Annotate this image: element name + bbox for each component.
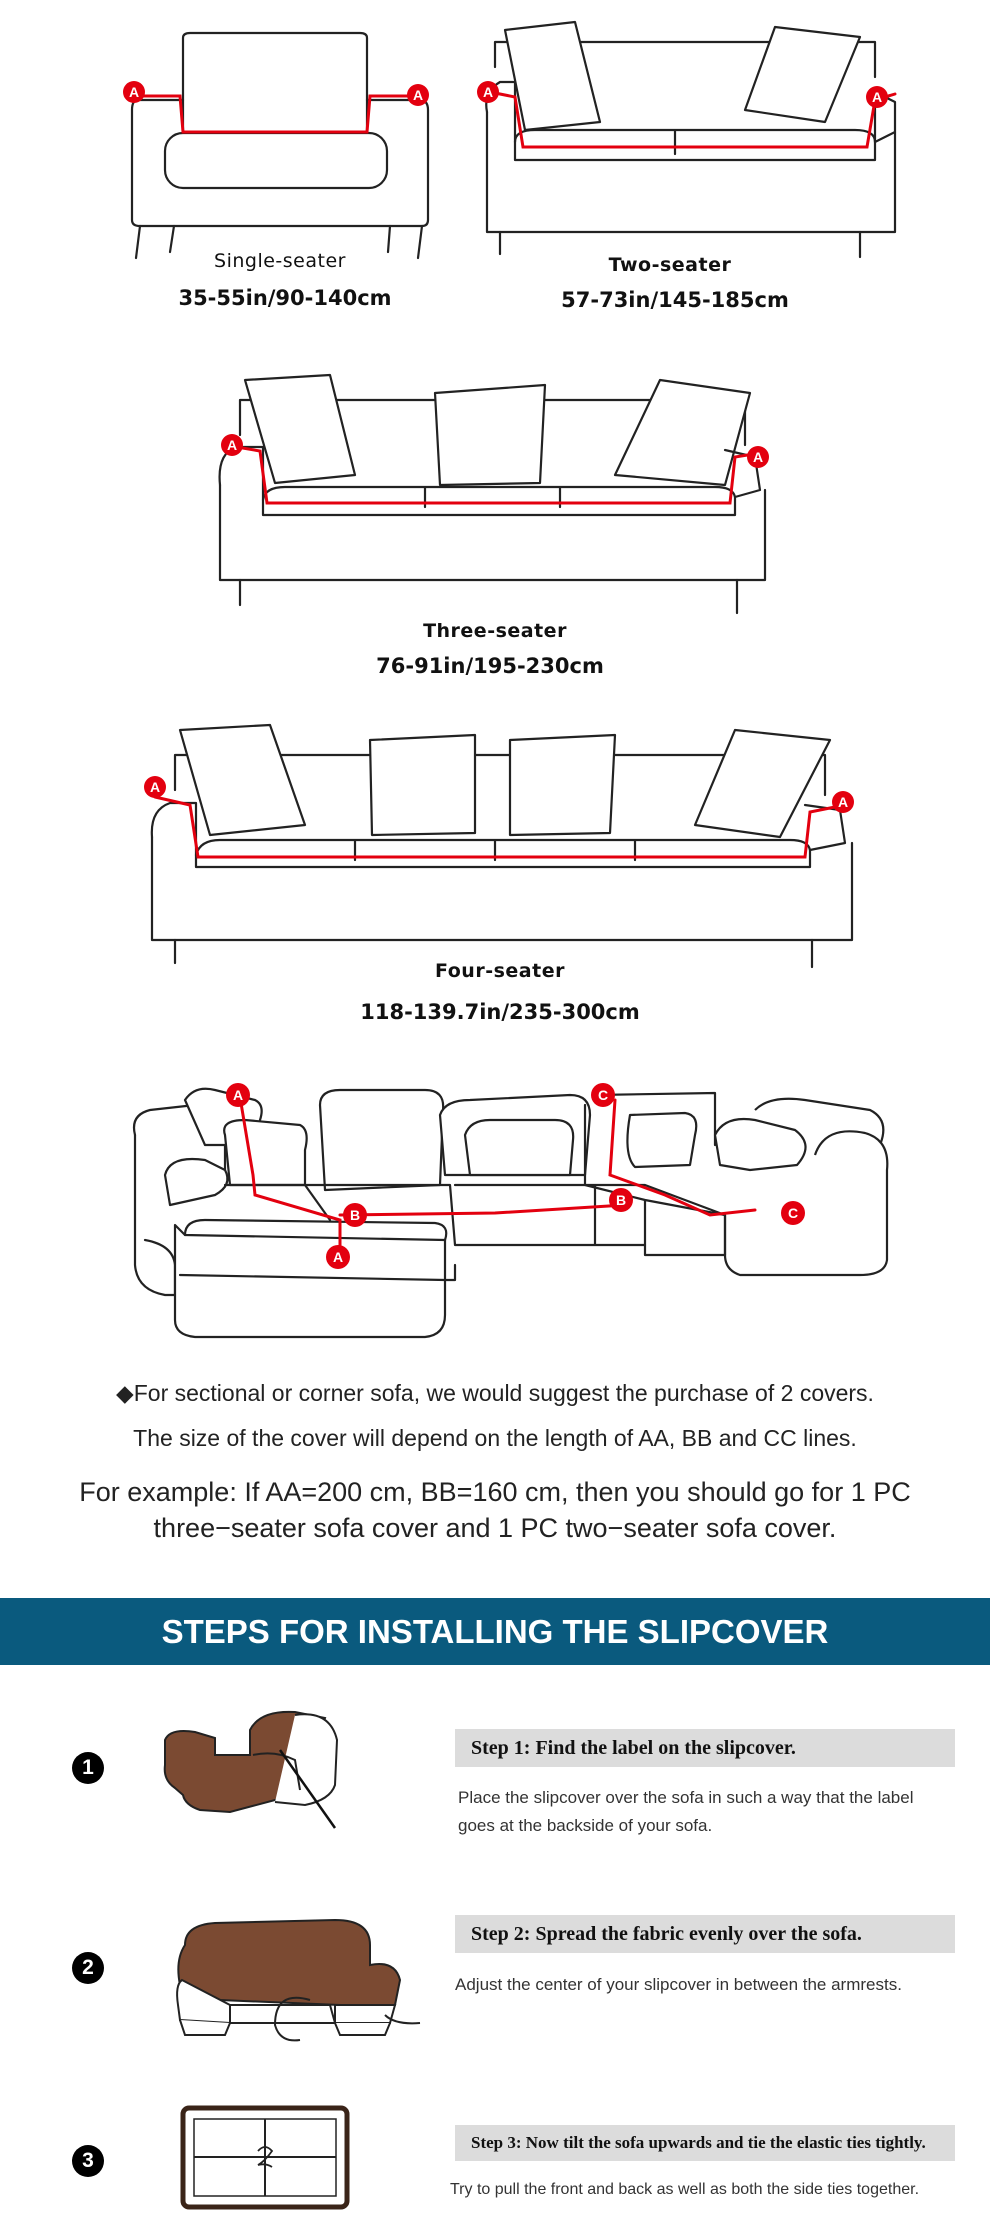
badge-b-left: B (349, 1207, 361, 1223)
badge-c-right: C (787, 1205, 799, 1221)
four-seater-sofa-icon (140, 725, 860, 975)
note-sectional-text: For sectional or corner sofa, we would suggest the purchase of 2 covers. (133, 1380, 874, 1406)
step-2-title: Step 2: Spread the fabric evenly over the sofa. (455, 1915, 955, 1953)
badge-a-left: A (226, 437, 238, 453)
single-seater-label: Single-seater (214, 250, 346, 272)
four-seater-size: 118-139.7in/235-300cm (360, 1000, 640, 1024)
single-seater-size: 35-55in/90-140cm (178, 286, 392, 310)
badge-a-right: A (837, 794, 849, 810)
badge-a-top: A (232, 1087, 244, 1103)
step-1-number: 1 (72, 1752, 104, 1784)
step-1-desc-line1: Place the slipcover over the sofa in such a way that the label (458, 1788, 914, 1807)
note-sectional (0, 1380, 990, 1407)
single-seater-sofa-icon (120, 30, 440, 270)
note-example (0, 1474, 990, 1546)
sofa-cover-icon (155, 1700, 345, 1840)
badge-a-right: A (412, 87, 424, 103)
step-3-title: Step 3: Now tilt the sofa upwards and tie the elastic ties tightly. (455, 2125, 955, 2161)
badge-c-top: C (597, 1087, 609, 1103)
step-2-description: Adjust the center of your slipcover in between the armrests. (455, 1975, 902, 1994)
four-seater-label: Four-seater (435, 960, 565, 982)
three-seater-label: Three-seater (423, 620, 567, 642)
step-1-title: Step 1: Find the label on the slipcover. (455, 1729, 955, 1767)
diamond-bullet-icon: ◆ (116, 1380, 134, 1406)
steps-banner: STEPS FOR INSTALLING THE SLIPCOVER (0, 1598, 990, 1665)
badge-a-left: A (482, 84, 494, 100)
two-seater-size: 57-73in/145-185cm (561, 288, 789, 312)
step-3-number: 3 (72, 2145, 104, 2177)
step-3-description: Try to pull the front and back as well as both the side ties together. (450, 2181, 920, 2198)
sofa-with-cover-icon (170, 1905, 420, 2055)
badge-a-left: A (128, 84, 140, 100)
step-1-desc-line2: goes at the backside of your sofa. (458, 1816, 713, 1835)
three-seater-sofa-icon (215, 375, 775, 625)
sofa-bottom-ties-icon (180, 2105, 350, 2210)
badge-a-bottom: A (332, 1249, 344, 1265)
sectional-sofa-icon (125, 1075, 895, 1345)
note-example-line1: For example: If AA=200 cm, BB=160 cm, then you should go for 1 PC (79, 1477, 911, 1507)
step-1-description (458, 1784, 958, 1840)
badge-a-left: A (149, 779, 161, 795)
two-seater-label: Two-seater (608, 254, 732, 276)
note-size-depends: The size of the cover will depend on the length of AA, BB and CC lines. (133, 1425, 857, 1451)
three-seater-size: 76-91in/195-230cm (376, 654, 604, 678)
badge-b-right: B (615, 1192, 627, 1208)
badge-a-right: A (871, 89, 883, 105)
note-example-line2: three−seater sofa cover and 1 PC two−seater sofa cover. (153, 1513, 837, 1543)
two-seater-sofa-icon (475, 22, 895, 262)
badge-a-right: A (752, 449, 764, 465)
step-2-number: 2 (72, 1952, 104, 1984)
